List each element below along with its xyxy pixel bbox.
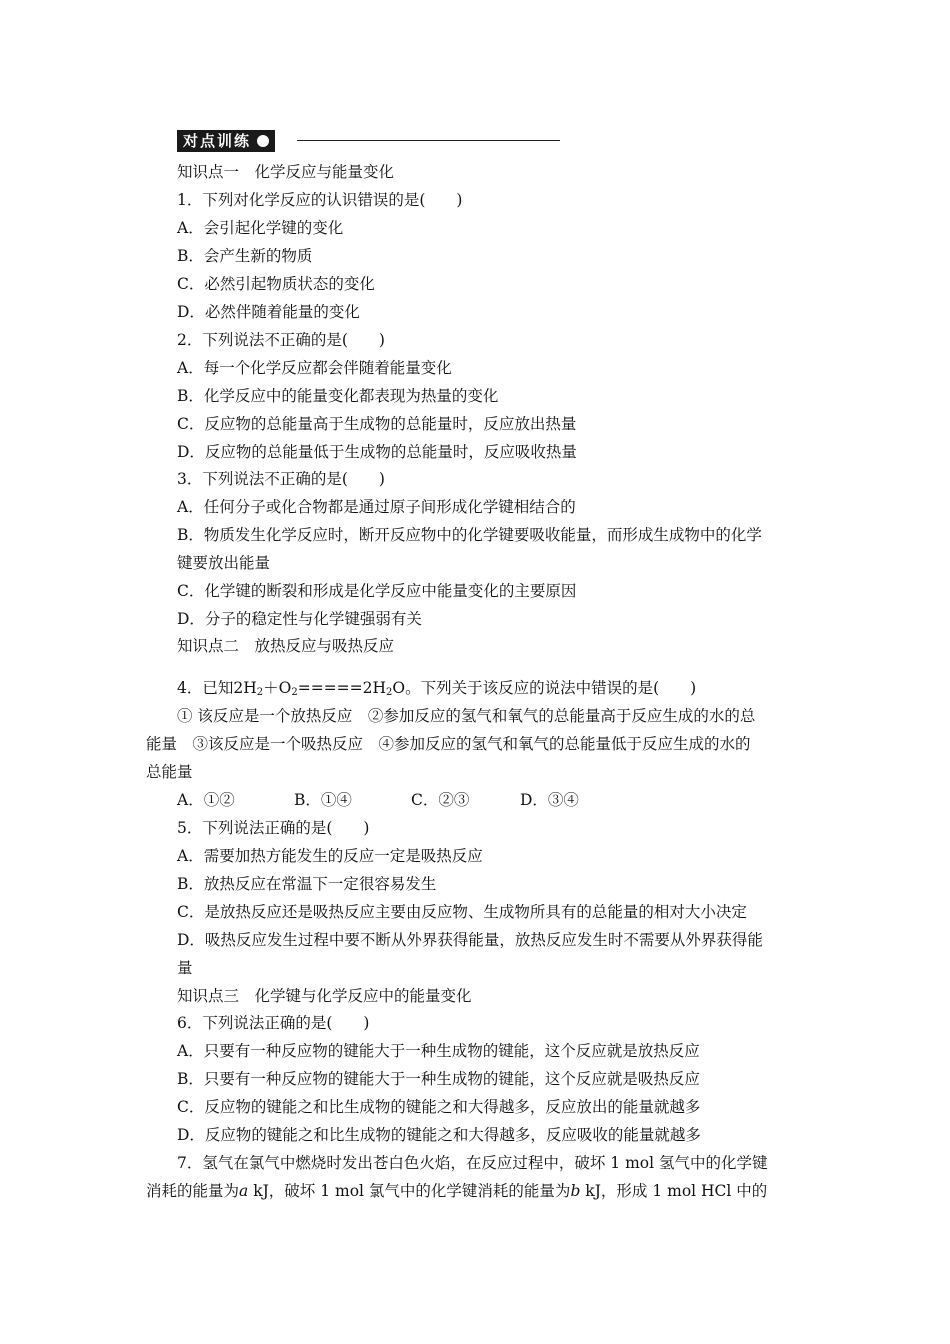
q6-option-a: A．只要有一种反应物的键能大于一种生成物的键能，这个反应就是放热反应 xyxy=(177,1042,700,1060)
q2-option-d: D．反应物的总能量低于生成物的总能量时，反应吸收热量 xyxy=(177,443,577,461)
q6-option-c: C．反应物的键能之和比生成物的键能之和大得越多，反应放出的能量就越多 xyxy=(177,1098,701,1116)
q5-option-a: A．需要加热方能发生的反应一定是吸热反应 xyxy=(177,847,483,865)
q5-option-b: B．放热反应在常温下一定很容易发生 xyxy=(177,875,437,893)
q4-statements-1: ① 该反应是一个放热反应 ②参加反应的氢气和氧气的总能量高于反应生成的水的总 xyxy=(177,707,756,725)
q5-option-c: C．是放热反应还是吸热反应主要由反应物、生成物所具有的总能量的相对大小决定 xyxy=(177,903,747,921)
q3-option-d: D．分子的稳定性与化学键强弱有关 xyxy=(177,610,422,628)
question-5-stem: 5．下列说法正确的是( ) xyxy=(177,819,370,837)
q4-option-c: C．②③ xyxy=(411,791,470,809)
q3-option-b: B．物质发生化学反应时，断开反应物中的化学键要吸收能量，而形成生成物中的化学 xyxy=(177,526,762,544)
section-badge xyxy=(177,130,275,152)
q5-option-d-cont: 量 xyxy=(177,959,193,977)
q4-option-b: B．①④ xyxy=(294,791,352,809)
q4-statements-3: 总能量 xyxy=(146,763,193,781)
q4-option-a: A．①② xyxy=(177,791,235,809)
question-7-line-2: 消耗的能量为a kJ，破坏 1 mol 氯气中的化学键消耗的能量为b kJ，形成 1 mol HCl 中的 xyxy=(146,1182,768,1200)
q4-options xyxy=(177,790,579,810)
q1-option-a: A．会引起化学键的变化 xyxy=(177,219,344,237)
question-6-stem: 6．下列说法正确的是( ) xyxy=(177,1014,370,1032)
q3-option-a: A．任何分子或化合物都是通过原子间形成化学键相结合的 xyxy=(177,498,576,516)
q2-option-b: B．化学反应中的能量变化都表现为热量的变化 xyxy=(177,387,499,405)
q4-option-d: D．③④ xyxy=(520,791,579,809)
question-1-stem: 1．下列对化学反应的认识错误的是( ) xyxy=(177,191,463,209)
question-7-line-1: 7．氢气在氯气中燃烧时发出苍白色火焰，在反应过程中，破坏 1 mol 氢气中的化学键 xyxy=(177,1154,768,1172)
q2-option-a: A．每一个化学反应都会伴随着能量变化 xyxy=(177,359,452,377)
section-header xyxy=(177,130,560,152)
header-rule xyxy=(297,140,560,141)
section-badge-label: 对点训练 xyxy=(183,132,252,150)
q6-option-d: D．反应物的键能之和比生成物的键能之和大得越多，反应吸收的能量就越多 xyxy=(177,1126,701,1144)
q1-option-c: C．必然引起物质状态的变化 xyxy=(177,275,375,293)
q1-option-d: D．必然伴随着能量的变化 xyxy=(177,303,360,321)
knowledge-point-2: 知识点二 放热反应与吸热反应 xyxy=(177,637,395,655)
q3-option-c: C．化学键的断裂和形成是化学反应中能量变化的主要原因 xyxy=(177,582,577,600)
bullet-dot-icon xyxy=(257,135,269,147)
knowledge-point-1: 知识点一 化学反应与能量变化 xyxy=(177,163,395,181)
q6-option-b: B．只要有一种反应物的键能大于一种生成物的键能，这个反应就是吸热反应 xyxy=(177,1070,700,1088)
q2-option-c: C．反应物的总能量高于生成物的总能量时，反应放出热量 xyxy=(177,415,577,433)
q5-option-d: D．吸热反应发生过程中要不断从外界获得能量，放热反应发生时不需要从外界获得能 xyxy=(177,931,763,949)
q1-option-b: B．会产生新的物质 xyxy=(177,247,313,265)
q4-statements-2: 能量 ③该反应是一个吸热反应 ④参加反应的氢气和氧气的总能量低于反应生成的水的 xyxy=(146,735,751,753)
question-2-stem: 2．下列说法不正确的是( ) xyxy=(177,331,385,349)
q3-option-b-cont: 键要放出能量 xyxy=(177,554,271,572)
question-4-stem: 4．已知$2H_2+O_2=====2H_2O$。下列关于该反应的说法中错误的是( ) xyxy=(177,679,697,698)
knowledge-point-3: 知识点三 化学键与化学反应中的能量变化 xyxy=(177,987,472,1005)
question-3-stem: 3．下列说法不正确的是( ) xyxy=(177,470,385,488)
